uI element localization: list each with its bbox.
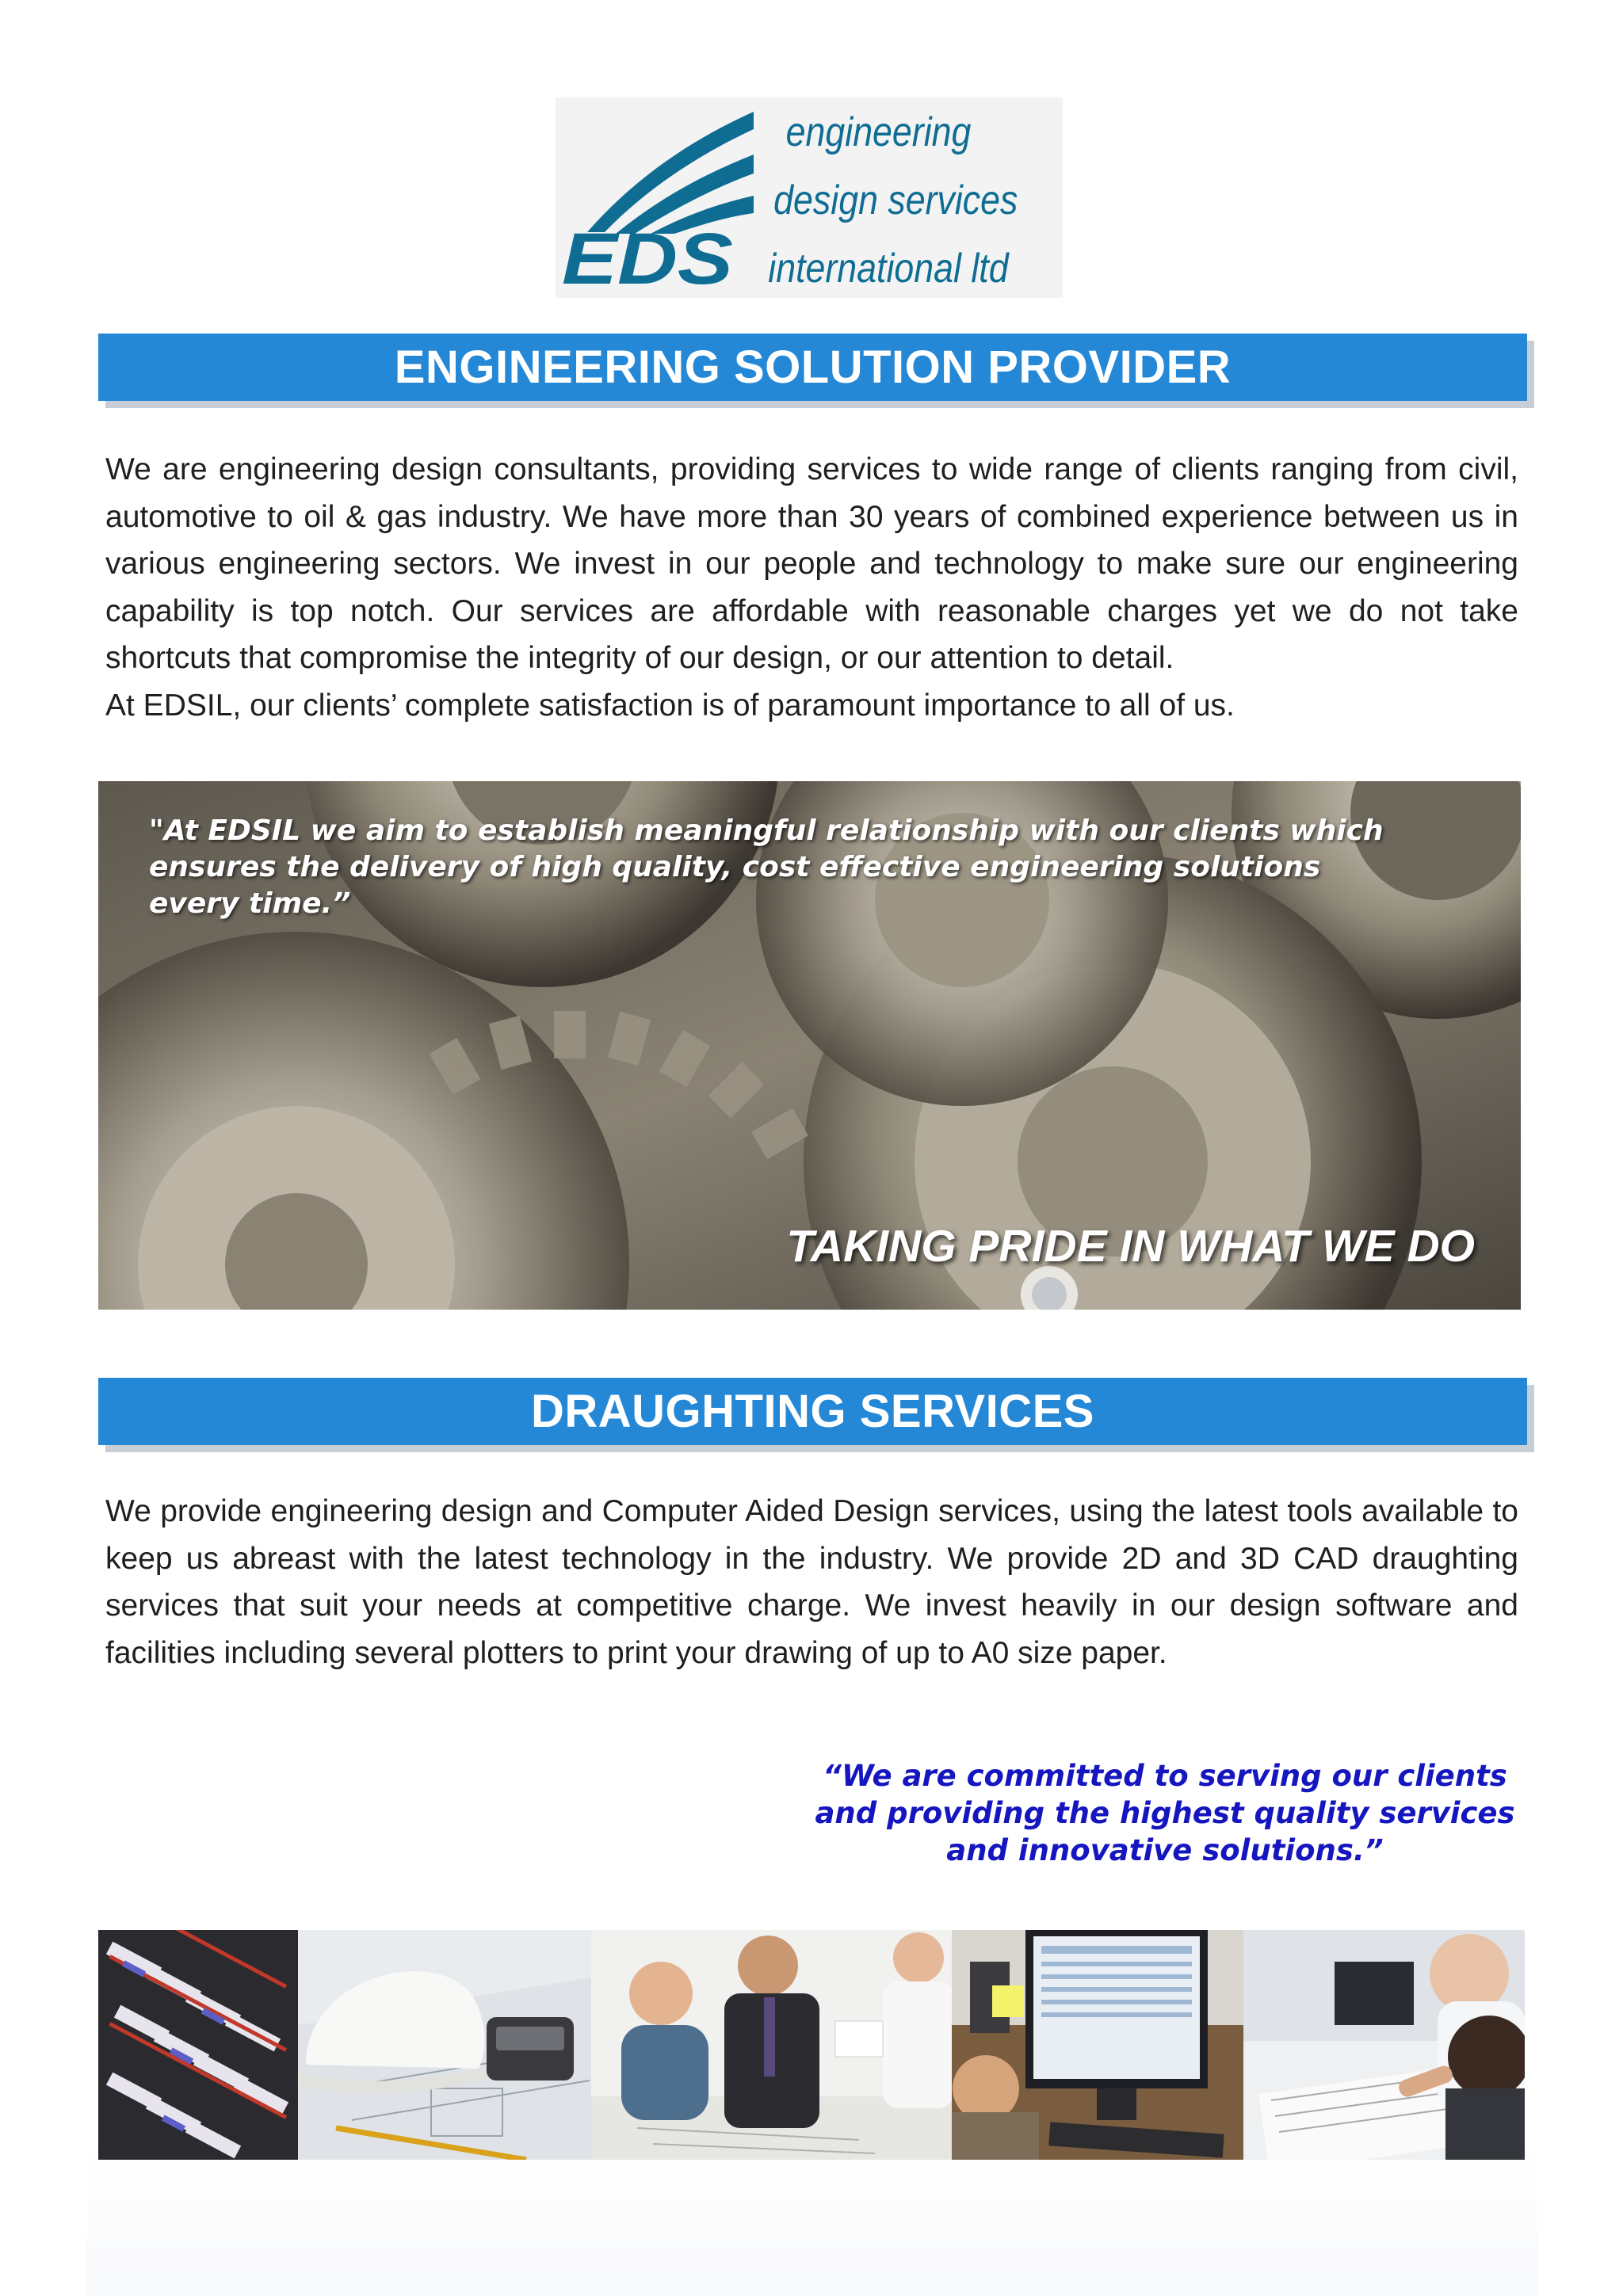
section1-body — [105, 446, 1518, 729]
logo-line-international-ltd: international ltd — [768, 246, 1009, 292]
file-folders-photo-icon — [98, 1930, 298, 2160]
logo-wordmark — [768, 97, 1018, 298]
commitment-quote: “We are committed to serving our clients and providing the highest quality services and innovative solutions.” — [815, 1759, 1515, 1867]
gears-quote-text: "At EDSIL we aim to establish meaningful relationship with our clients which ensures the delivery of high quality, cost effective engineering solutions every time.” — [149, 814, 1384, 920]
section2-body: We provide engineering design and Computer Aided Design services, using the latest tools available to keep us abreast with the latest technology in the industry. We provide 2D and 3D CAD draughting services that suit your needs at competitive charge. We invest heavily in our design software and facilities including several plotters to print your drawing of up to A0 size paper. — [105, 1494, 1518, 1670]
eds-mark-text: EDS — [562, 219, 733, 298]
hard-hat-photo-icon — [298, 1930, 591, 2160]
logo-line-engineering: engineering — [785, 109, 972, 155]
drawing-review-photo-icon — [1243, 1930, 1525, 2160]
gears-tagline: TAKING PRIDE IN WHAT WE DO — [786, 1221, 1475, 1272]
eds-logo — [556, 97, 1063, 298]
photo-strip-images — [98, 1930, 1525, 2160]
gears-banner-image — [98, 781, 1521, 1310]
section1-paragraph-last: At EDSIL, our clients’ complete satisfaction is of paramount importance to all of us. — [105, 688, 1235, 723]
section1-paragraph: We are engineering design consultants, providing services to wide range of clients ranging from civil, automotive to oil & gas industry. We have more than 30 years of combined experience between us in various engineering sectors. We invest in our people and technology to make sure our engineering capability is top notch. Our services are affordable with reasonable charges yet we do not take shortcuts that compromise the integrity of our design, or our attention to detail. — [105, 452, 1518, 675]
section-heading-engineering-solution-provider: ENGINEERING SOLUTION PROVIDER — [98, 334, 1527, 401]
cad-workstation-photo-icon — [952, 1930, 1243, 2160]
photo-strip — [98, 1930, 1525, 2160]
page-background-fade — [87, 2139, 1537, 2296]
logo-line-design-services: design services — [773, 177, 1018, 223]
team-meeting-photo-icon — [591, 1930, 954, 2160]
section-heading-draughting-services: DRAUGHTING SERVICES — [98, 1378, 1527, 1445]
